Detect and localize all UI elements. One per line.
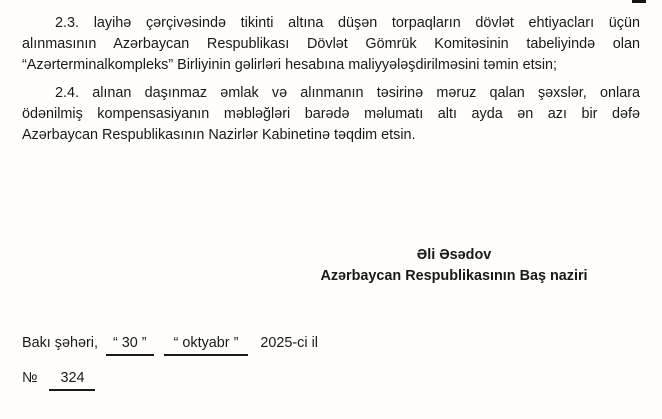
month-blank: “ oktyabr ” [164,333,249,356]
number-blank: 324 [49,368,95,391]
decree-number-line [22,368,95,391]
year-text: 2025-ci il [260,335,318,351]
paragraph-2-3-line-1: 2.3. layihə çərçivəsində tikinti altına düşən torpaqların dövlət ehtiyacları üçün [55,15,640,31]
paragraph-2-4 [22,83,640,146]
city-label: Bakı şəhəri, [22,335,98,351]
paragraph-2-3-line-3: “Azərterminalkompleks” Birliyinin gəlirləri hesabına maliyyələşdirilməsini təmin etsin; [22,57,558,73]
signer-title: Azərbaycan Respublikasının Baş naziri [320,268,588,284]
decree-body [22,13,640,146]
paragraph-2-4-line-3: Azərbaycan Respublikasının Nazirlər Kabinetinə təqdim etsin. [22,127,416,143]
number-label: № [22,370,38,386]
paragraph-2-3 [22,13,640,76]
paragraph-2-3-line-2: alınmasının Azərbaycan Respublikası Dövlət Gömrük Komitəsinin tabeliyində olan [22,36,640,52]
page-edge-cutoff-mark [632,0,646,3]
signer-name: Əli Əsədov [416,247,492,263]
paragraph-2-4-line-2: ödənilmiş kompensasiyanın məbləğləri barədə məlumatı altı ayda ən azı bir dəfə [22,106,640,122]
paragraph-2-4-line-1: 2.4. alınan daşınmaz əmlak və alınmanın təsirinə məruz qalan şəxslər, onlara [55,85,640,101]
day-blank: “ 30 ” [106,333,154,356]
signature-block [268,245,640,287]
issuance-date-line [22,333,318,356]
